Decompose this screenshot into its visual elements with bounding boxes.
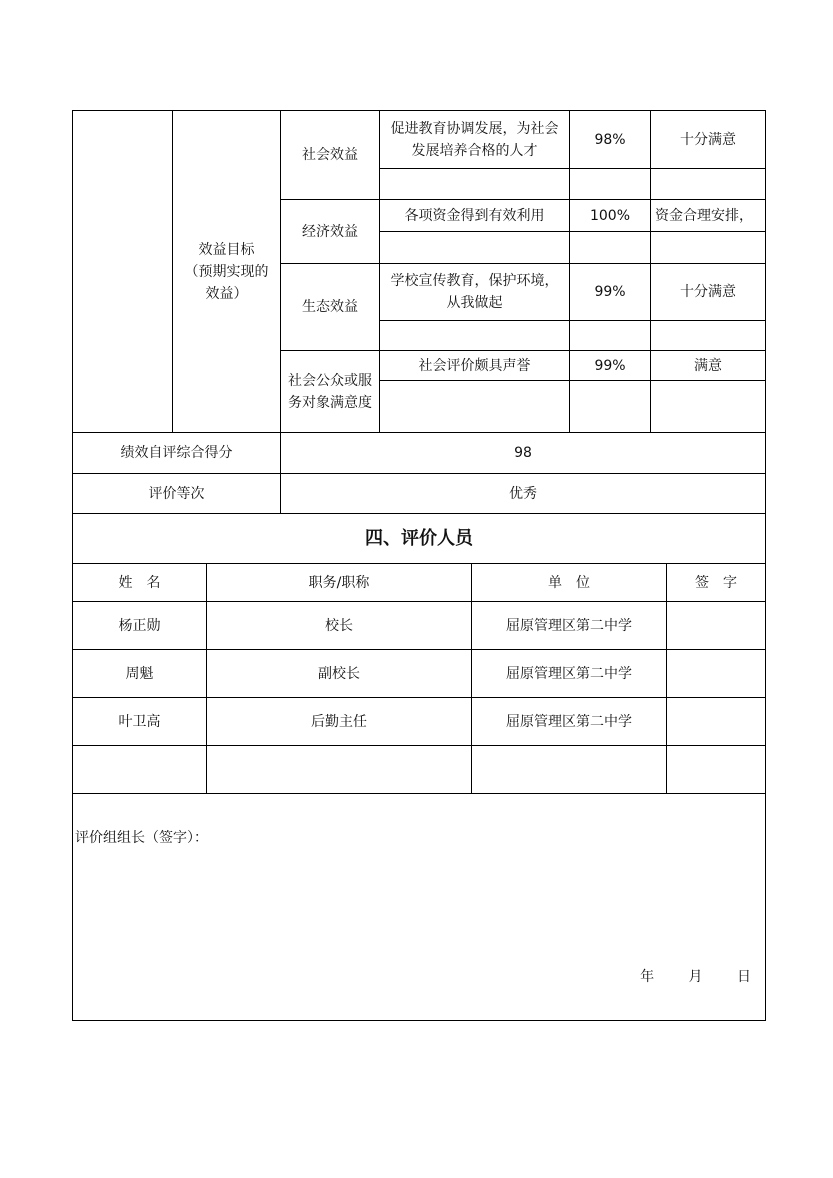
grade-value: 优秀 <box>281 474 766 514</box>
staff-signature <box>667 746 766 794</box>
sign-date <box>610 966 751 988</box>
benefit-category-line2: （预期实现的 <box>184 263 269 280</box>
indicator-economic: 经济效益 <box>281 200 380 264</box>
rating-social: 十分满意 <box>651 111 766 169</box>
empty-cell <box>651 321 766 351</box>
table-row <box>73 602 766 650</box>
empty-cell <box>380 321 570 351</box>
value-social: 98% <box>570 111 651 169</box>
benefit-category-cell <box>173 111 281 433</box>
table-row <box>73 746 766 794</box>
staff-unit: 屈原管理区第二中学 <box>472 650 667 698</box>
staff-unit: 屈原管理区第二中学 <box>472 698 667 746</box>
empty-cell <box>651 232 766 264</box>
staff-name <box>73 746 207 794</box>
leader-sign-area <box>73 794 766 1021</box>
benefit-category-line3: 效益） <box>205 285 248 302</box>
evaluation-form <box>72 110 765 1021</box>
content-ecological: 学校宣传教育，保护环境，从我做起 <box>380 264 570 321</box>
empty-cell <box>380 232 570 264</box>
rating-satisfaction: 满意 <box>651 351 766 381</box>
staff-title <box>207 746 472 794</box>
value-satisfaction: 99% <box>570 351 651 381</box>
rating-ecological: 十分满意 <box>651 264 766 321</box>
staff-name: 杨正勋 <box>73 602 207 650</box>
date-month: 月 <box>688 969 703 985</box>
header-name: 姓 名 <box>73 564 207 602</box>
staff-name: 周魁 <box>73 650 207 698</box>
content-satisfaction: 社会评价颇具声誉 <box>380 351 570 381</box>
staff-signature <box>667 650 766 698</box>
staff-unit <box>472 746 667 794</box>
leader-sign-label: 评价组组长（签字）： <box>75 830 208 846</box>
rating-economic: 资金合理安排， <box>651 200 766 232</box>
section-title: 四、评价人员 <box>73 514 766 564</box>
header-signature: 签 字 <box>667 564 766 602</box>
empty-cell <box>380 381 570 433</box>
indicator-ecological: 生态效益 <box>281 264 380 351</box>
empty-cell <box>651 169 766 200</box>
date-year: 年 <box>640 969 655 985</box>
staff-title: 校长 <box>207 602 472 650</box>
benefit-category-line1: 效益目标 <box>198 241 255 258</box>
empty-cell <box>380 169 570 200</box>
score-value: 98 <box>281 433 766 474</box>
empty-cell <box>570 381 651 433</box>
value-ecological: 99% <box>570 264 651 321</box>
staff-unit: 屈原管理区第二中学 <box>472 602 667 650</box>
value-economic: 100% <box>570 200 651 232</box>
staff-name: 叶卫高 <box>73 698 207 746</box>
score-label: 绩效自评综合得分 <box>73 433 281 474</box>
staff-title: 后勤主任 <box>207 698 472 746</box>
staff-signature <box>667 698 766 746</box>
table-row <box>73 650 766 698</box>
staff-title: 副校长 <box>207 650 472 698</box>
blank-left-cell <box>73 111 173 433</box>
content-economic: 各项资金得到有效利用 <box>380 200 570 232</box>
indicator-social: 社会效益 <box>281 111 380 200</box>
date-day: 日 <box>737 969 751 985</box>
header-unit: 单 位 <box>472 564 667 602</box>
staff-signature <box>667 602 766 650</box>
grade-label: 评价等次 <box>73 474 281 514</box>
benefit-table <box>72 110 766 514</box>
empty-cell <box>570 169 651 200</box>
empty-cell <box>570 232 651 264</box>
staff-table <box>72 513 766 1021</box>
indicator-satisfaction: 社会公众或服务对象满意度 <box>281 351 380 433</box>
table-row <box>73 698 766 746</box>
header-title: 职务/职称 <box>207 564 472 602</box>
empty-cell <box>570 321 651 351</box>
empty-cell <box>651 381 766 433</box>
content-social: 促进教育协调发展，为社会发展培养合格的人才 <box>380 111 570 169</box>
